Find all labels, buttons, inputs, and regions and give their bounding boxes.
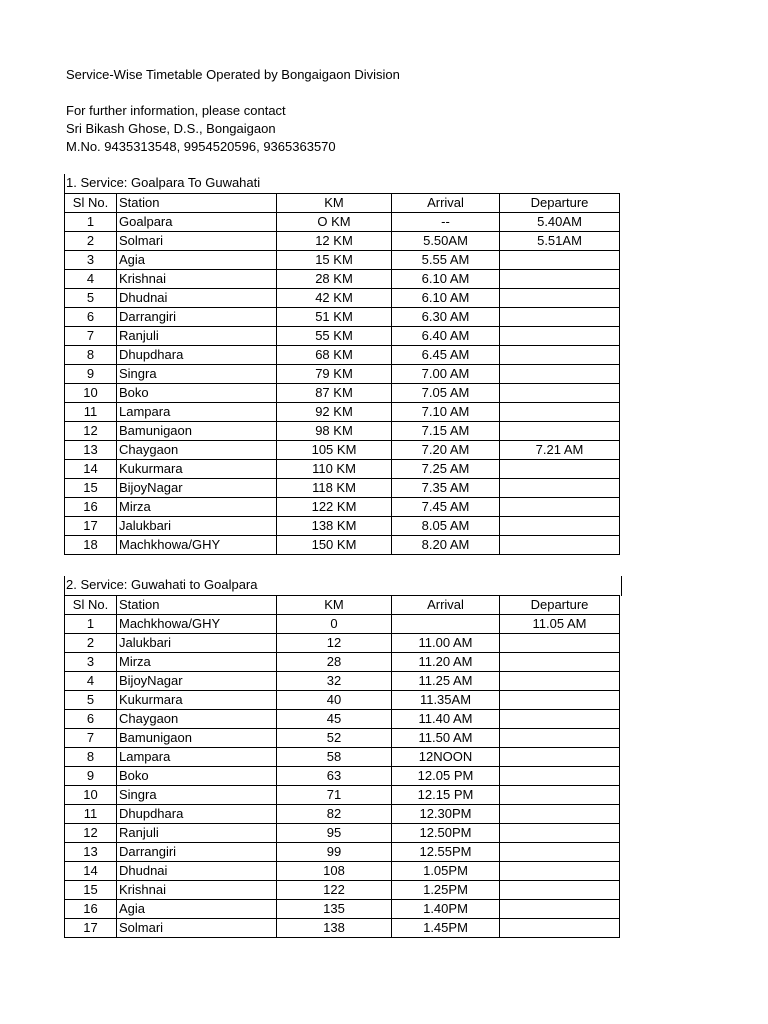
cell-km: 12 KM [277, 232, 392, 251]
cell-arrival: 7.45 AM [392, 498, 500, 517]
table-row [65, 748, 620, 767]
cell-km: 15 KM [277, 251, 392, 270]
cell-sl-no: 15 [65, 479, 117, 498]
table-row [65, 270, 620, 289]
cell-departure [500, 517, 620, 536]
table-row [65, 517, 620, 536]
table-row [65, 805, 620, 824]
table-row [65, 653, 620, 672]
cell-km: 87 KM [277, 384, 392, 403]
cell-departure [500, 289, 620, 308]
column-header-km: KM [277, 596, 392, 615]
column-header-station: Station [117, 596, 277, 615]
table-row [65, 862, 620, 881]
cell-arrival: 7.15 AM [392, 422, 500, 441]
cell-station: Krishnai [117, 881, 277, 900]
table-row [65, 536, 620, 555]
cell-arrival: 1.25PM [392, 881, 500, 900]
cell-sl-no: 16 [65, 498, 117, 517]
cell-departure [500, 710, 620, 729]
column-header-km: KM [277, 194, 392, 213]
table-row [65, 498, 620, 517]
table-row [65, 346, 620, 365]
table-row [65, 672, 620, 691]
table-header-row [65, 194, 620, 213]
cell-departure [500, 479, 620, 498]
cell-station: Bamunigaon [117, 729, 277, 748]
service-1-rows [65, 213, 620, 555]
cell-arrival: 1.05PM [392, 862, 500, 881]
cell-departure [500, 862, 620, 881]
cell-arrival: 6.40 AM [392, 327, 500, 346]
cell-departure [500, 308, 620, 327]
column-header-sl-no: Sl No. [65, 194, 117, 213]
service-1-table [64, 193, 620, 555]
table-row [65, 232, 620, 251]
cell-km: 68 KM [277, 346, 392, 365]
cell-sl-no: 7 [65, 327, 117, 346]
cell-station: Kukurmara [117, 460, 277, 479]
service-2-table [64, 595, 620, 938]
cell-km: 98 KM [277, 422, 392, 441]
table-row [65, 441, 620, 460]
cell-sl-no: 12 [65, 422, 117, 441]
column-header-station: Station [117, 194, 277, 213]
cell-km: 110 KM [277, 460, 392, 479]
cell-station: Ranjuli [117, 824, 277, 843]
cell-station: Dhupdhara [117, 805, 277, 824]
service-2-rows [65, 615, 620, 938]
cell-departure [500, 634, 620, 653]
cell-departure [500, 881, 620, 900]
cell-km: 99 [277, 843, 392, 862]
cell-sl-no: 14 [65, 460, 117, 479]
column-header-departure: Departure [500, 194, 620, 213]
table-row [65, 365, 620, 384]
cell-arrival: 12.30PM [392, 805, 500, 824]
cell-sl-no: 16 [65, 900, 117, 919]
cell-sl-no: 11 [65, 403, 117, 422]
cell-station: Boko [117, 767, 277, 786]
cell-sl-no: 8 [65, 748, 117, 767]
cell-km: 82 [277, 805, 392, 824]
cell-arrival: 7.25 AM [392, 460, 500, 479]
cell-arrival: 12.15 PM [392, 786, 500, 805]
cell-station: Krishnai [117, 270, 277, 289]
cell-sl-no: 3 [65, 251, 117, 270]
cell-sl-no: 1 [65, 213, 117, 232]
table-row [65, 729, 620, 748]
cell-departure [500, 403, 620, 422]
table-row [65, 384, 620, 403]
table-row [65, 786, 620, 805]
table-row [65, 919, 620, 938]
cell-arrival: 7.10 AM [392, 403, 500, 422]
cell-arrival: 11.00 AM [392, 634, 500, 653]
cell-arrival: 7.00 AM [392, 365, 500, 384]
cell-sl-no: 6 [65, 710, 117, 729]
cell-departure [500, 748, 620, 767]
table-row [65, 767, 620, 786]
cell-sl-no: 5 [65, 691, 117, 710]
table-row [65, 460, 620, 479]
cell-departure [500, 422, 620, 441]
cell-arrival: 11.50 AM [392, 729, 500, 748]
contact-numbers: M.No. 9435313548, 9954520596, 9365363570 [66, 139, 336, 154]
cell-sl-no: 18 [65, 536, 117, 555]
cell-km: 40 [277, 691, 392, 710]
cell-station: Goalpara [117, 213, 277, 232]
cell-station: Boko [117, 384, 277, 403]
cell-station: Darrangiri [117, 843, 277, 862]
cell-departure [500, 653, 620, 672]
table-row [65, 251, 620, 270]
cell-km: 32 [277, 672, 392, 691]
cell-arrival: 7.35 AM [392, 479, 500, 498]
cell-km: 122 [277, 881, 392, 900]
cell-departure: 7.21 AM [500, 441, 620, 460]
cell-station: Machkhowa/GHY [117, 615, 277, 634]
cell-km: 58 [277, 748, 392, 767]
cell-departure [500, 900, 620, 919]
cell-departure [500, 536, 620, 555]
cell-departure [500, 729, 620, 748]
table-row [65, 881, 620, 900]
cell-departure [500, 691, 620, 710]
cell-sl-no: 10 [65, 384, 117, 403]
cell-km: 52 [277, 729, 392, 748]
cell-km: 0 [277, 615, 392, 634]
cell-departure [500, 270, 620, 289]
cell-arrival: 11.40 AM [392, 710, 500, 729]
cell-arrival: 5.50AM [392, 232, 500, 251]
cell-sl-no: 17 [65, 919, 117, 938]
cell-km: 150 KM [277, 536, 392, 555]
cell-departure [500, 346, 620, 365]
cell-sl-no: 10 [65, 786, 117, 805]
cell-sl-no: 14 [65, 862, 117, 881]
cell-station: Dhudnai [117, 862, 277, 881]
cell-arrival: 11.25 AM [392, 672, 500, 691]
cell-sl-no: 3 [65, 653, 117, 672]
cell-sl-no: 13 [65, 843, 117, 862]
cell-departure [500, 327, 620, 346]
cell-station: Agia [117, 251, 277, 270]
cell-station: Singra [117, 365, 277, 384]
cell-sl-no: 1 [65, 615, 117, 634]
service-1-title: 1. Service: Goalpara To Guwahati [66, 175, 261, 190]
cell-departure [500, 251, 620, 270]
table-row [65, 634, 620, 653]
cell-sl-no: 9 [65, 767, 117, 786]
cell-arrival: 6.45 AM [392, 346, 500, 365]
cell-km: 28 [277, 653, 392, 672]
cell-station: Machkhowa/GHY [117, 536, 277, 555]
column-header-arrival: Arrival [392, 596, 500, 615]
cell-departure [500, 460, 620, 479]
cell-km: 55 KM [277, 327, 392, 346]
cell-sl-no: 17 [65, 517, 117, 536]
table-row [65, 479, 620, 498]
cell-station: Chaygaon [117, 710, 277, 729]
cell-sl-no: 6 [65, 308, 117, 327]
cell-km: 138 KM [277, 517, 392, 536]
cell-km: 79 KM [277, 365, 392, 384]
cell-departure [500, 672, 620, 691]
cell-departure [500, 843, 620, 862]
table-row [65, 843, 620, 862]
cell-sl-no: 15 [65, 881, 117, 900]
cell-km: 105 KM [277, 441, 392, 460]
cell-arrival: 11.20 AM [392, 653, 500, 672]
table-header-row [65, 596, 620, 615]
cell-arrival: 8.05 AM [392, 517, 500, 536]
cell-arrival: 12.05 PM [392, 767, 500, 786]
cell-km: 122 KM [277, 498, 392, 517]
cell-station: Singra [117, 786, 277, 805]
cell-km: 12 [277, 634, 392, 653]
cell-station: BijoyNagar [117, 479, 277, 498]
cell-sl-no: 2 [65, 634, 117, 653]
cell-km: 95 [277, 824, 392, 843]
table-row [65, 615, 620, 634]
service-2-title: 2. Service: Guwahati to Goalpara [66, 577, 258, 592]
cell-sl-no: 2 [65, 232, 117, 251]
table-row [65, 289, 620, 308]
cell-sl-no: 9 [65, 365, 117, 384]
contact-name: Sri Bikash Ghose, D.S., Bongaigaon [66, 121, 276, 136]
cell-km: 45 [277, 710, 392, 729]
cell-sl-no: 4 [65, 270, 117, 289]
cell-km: 138 [277, 919, 392, 938]
cell-station: BijoyNagar [117, 672, 277, 691]
cell-station: Lampara [117, 748, 277, 767]
cell-station: Bamunigaon [117, 422, 277, 441]
cell-arrival: 11.35AM [392, 691, 500, 710]
cell-km: 63 [277, 767, 392, 786]
cell-arrival: 12.50PM [392, 824, 500, 843]
cell-station: Jalukbari [117, 517, 277, 536]
column-header-arrival: Arrival [392, 194, 500, 213]
cell-arrival: 8.20 AM [392, 536, 500, 555]
table-row [65, 900, 620, 919]
cell-departure: 11.05 AM [500, 615, 620, 634]
cell-station: Kukurmara [117, 691, 277, 710]
cell-arrival: 6.10 AM [392, 289, 500, 308]
cell-station: Solmari [117, 919, 277, 938]
table-row [65, 403, 620, 422]
cell-arrival: 12.55PM [392, 843, 500, 862]
cell-station: Dhupdhara [117, 346, 277, 365]
table-row [65, 422, 620, 441]
cell-km: 92 KM [277, 403, 392, 422]
contact-intro: For further information, please contact [66, 103, 286, 118]
cell-station: Ranjuli [117, 327, 277, 346]
cell-arrival: 6.10 AM [392, 270, 500, 289]
cell-arrival: 5.55 AM [392, 251, 500, 270]
cell-km: 108 [277, 862, 392, 881]
column-header-departure: Departure [500, 596, 620, 615]
cell-km: 51 KM [277, 308, 392, 327]
cell-departure [500, 805, 620, 824]
table-row [65, 691, 620, 710]
cell-sl-no: 13 [65, 441, 117, 460]
cell-station: Solmari [117, 232, 277, 251]
cell-station: Mirza [117, 653, 277, 672]
cell-departure: 5.40AM [500, 213, 620, 232]
cell-km: 28 KM [277, 270, 392, 289]
cell-station: Jalukbari [117, 634, 277, 653]
cell-km: 135 [277, 900, 392, 919]
cell-departure [500, 824, 620, 843]
table-row [65, 308, 620, 327]
cell-arrival: 1.40PM [392, 900, 500, 919]
cell-station: Chaygaon [117, 441, 277, 460]
cell-station: Lampara [117, 403, 277, 422]
cell-arrival [392, 615, 500, 634]
cell-arrival: 7.05 AM [392, 384, 500, 403]
table-row [65, 710, 620, 729]
cell-departure: 5.51AM [500, 232, 620, 251]
column-header-sl-no: Sl No. [65, 596, 117, 615]
cell-departure [500, 384, 620, 403]
cell-departure [500, 498, 620, 517]
cell-departure [500, 919, 620, 938]
cell-arrival: 6.30 AM [392, 308, 500, 327]
cell-station: Dhudnai [117, 289, 277, 308]
cell-sl-no: 12 [65, 824, 117, 843]
table-row [65, 824, 620, 843]
cell-km: 118 KM [277, 479, 392, 498]
cell-sl-no: 4 [65, 672, 117, 691]
cell-arrival: 7.20 AM [392, 441, 500, 460]
cell-departure [500, 365, 620, 384]
cell-km: 42 KM [277, 289, 392, 308]
cell-sl-no: 8 [65, 346, 117, 365]
cell-km: 71 [277, 786, 392, 805]
cell-sl-no: 11 [65, 805, 117, 824]
cell-station: Darrangiri [117, 308, 277, 327]
cell-departure [500, 786, 620, 805]
cell-departure [500, 767, 620, 786]
cell-sl-no: 5 [65, 289, 117, 308]
page-title: Service-Wise Timetable Operated by Bongaigaon Division [66, 67, 400, 82]
table-row [65, 213, 620, 232]
cell-station: Agia [117, 900, 277, 919]
cell-arrival: -- [392, 213, 500, 232]
cell-arrival: 1.45PM [392, 919, 500, 938]
cell-km: O KM [277, 213, 392, 232]
table-row [65, 327, 620, 346]
cell-station: Mirza [117, 498, 277, 517]
cell-arrival: 12NOON [392, 748, 500, 767]
cell-sl-no: 7 [65, 729, 117, 748]
